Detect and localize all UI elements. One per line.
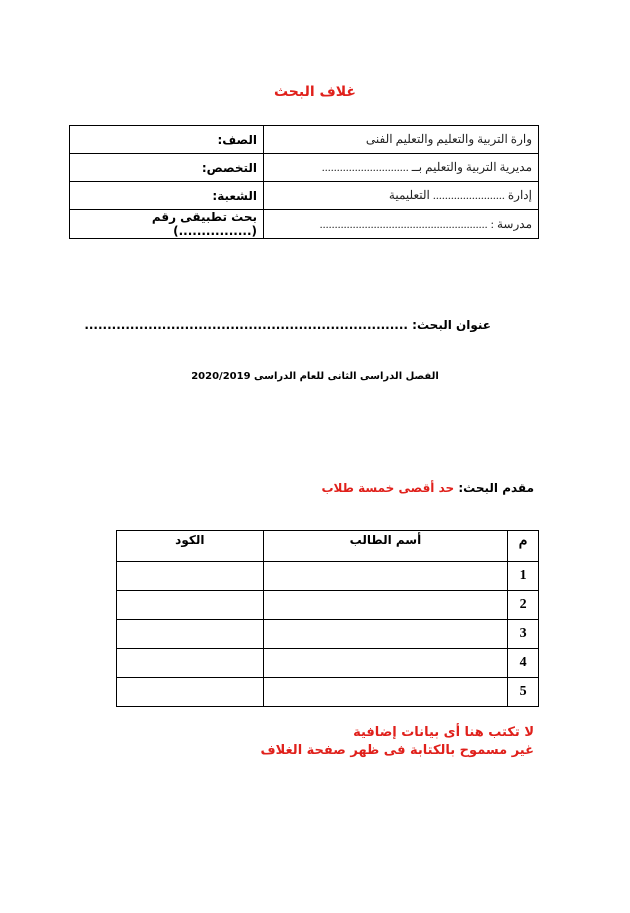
- header-row: [70, 210, 539, 239]
- row-number: 3: [508, 620, 539, 649]
- division-label: الشعبة:: [70, 182, 264, 210]
- semester-line: الفصل الدراسى الثانى للعام الدراسى 2020/2019: [191, 371, 439, 382]
- note-line-2: غير مسموح بالكتابة فى ظهر صفحة الغلاف: [260, 743, 534, 758]
- school-cell: مدرسة : ........................................................: [264, 210, 539, 239]
- row-number: 4: [508, 649, 539, 678]
- student-code-cell: [117, 620, 264, 649]
- presenter-note: حد أقصى خمسة طلاب: [321, 481, 455, 495]
- presenter-line: [321, 481, 534, 495]
- student-code-cell: [117, 562, 264, 591]
- header-row: [70, 126, 539, 154]
- col-code-header: الكود: [117, 531, 264, 562]
- research-title-dots: .......................................................................: [84, 318, 408, 332]
- ministry-cell: وارة التربية والتعليم والتعليم الفنى: [264, 126, 539, 154]
- research-title-label: عنوان البحث:: [412, 318, 491, 332]
- specialization-label: التخصص:: [70, 154, 264, 182]
- table-row: [117, 591, 539, 620]
- administration-cell: إدارة ........................ التعليمية: [264, 182, 539, 210]
- col-num-header: م: [508, 531, 539, 562]
- grade-label: الصف:: [70, 126, 264, 154]
- student-name-cell: [263, 620, 508, 649]
- student-code-cell: [117, 649, 264, 678]
- students-table: [116, 530, 539, 707]
- student-code-cell: [117, 591, 264, 620]
- table-row: [117, 620, 539, 649]
- row-number: 5: [508, 678, 539, 707]
- table-row: [117, 562, 539, 591]
- student-name-cell: [263, 649, 508, 678]
- students-header-row: [117, 531, 539, 562]
- research-title: [84, 318, 491, 332]
- student-name-cell: [263, 562, 508, 591]
- directorate-cell: مديرية التربية والتعليم بــ .............................: [264, 154, 539, 182]
- presenter-label: مقدم البحث:: [458, 481, 534, 495]
- student-name-cell: [263, 678, 508, 707]
- col-name-header: أسم الطالب: [263, 531, 508, 562]
- header-row: [70, 182, 539, 210]
- student-name-cell: [263, 591, 508, 620]
- header-row: [70, 154, 539, 182]
- note-line-1: لا تكتب هنا أى بيانات إضافية: [353, 725, 534, 740]
- table-row: [117, 649, 539, 678]
- table-row: [117, 678, 539, 707]
- research-number-label: بحث تطبيقى رقم (................): [70, 210, 264, 239]
- notes: [261, 724, 535, 760]
- row-number: 1: [508, 562, 539, 591]
- student-code-cell: [117, 678, 264, 707]
- header-table: [69, 125, 539, 239]
- cover-title: غلاف البحث: [273, 84, 356, 100]
- row-number: 2: [508, 591, 539, 620]
